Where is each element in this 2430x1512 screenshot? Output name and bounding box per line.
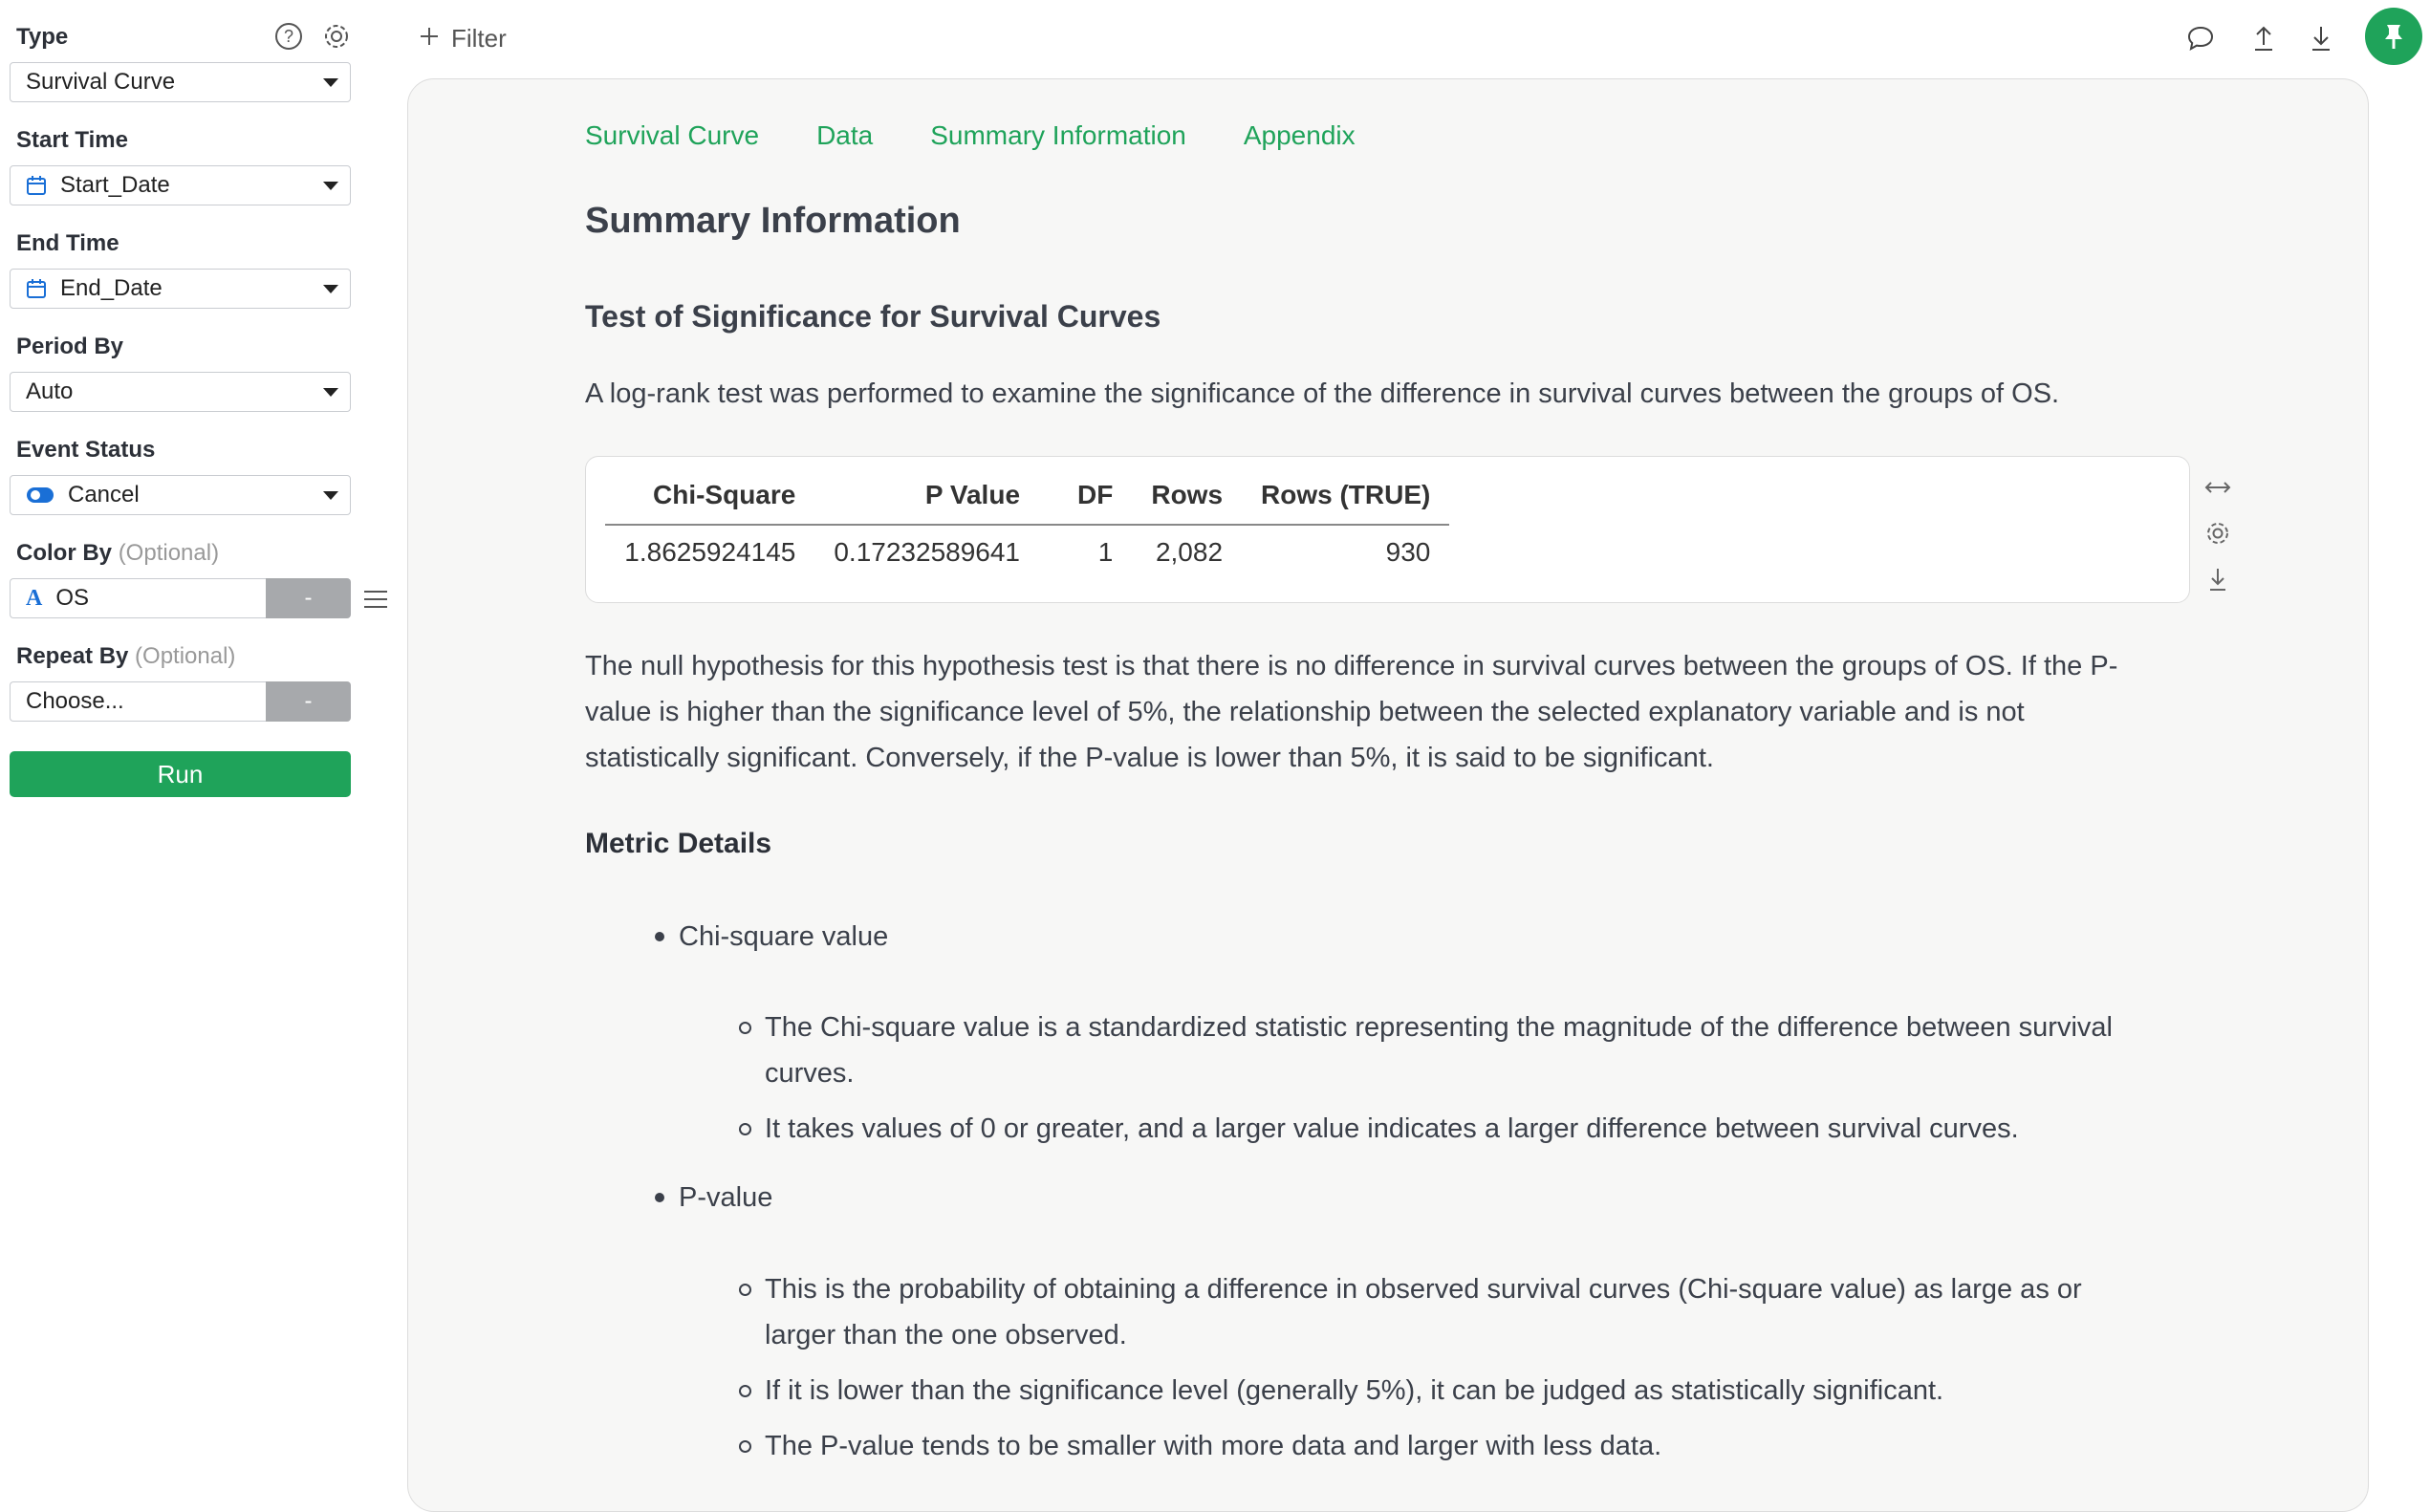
comment-icon[interactable] <box>2183 21 2218 55</box>
type-select-value: Survival Curve <box>26 69 176 95</box>
start-time-select[interactable] <box>10 165 351 205</box>
bullet-circle <box>739 1440 751 1453</box>
run-button[interactable]: Run <box>10 751 351 797</box>
start-time-value: Start_Date <box>60 172 170 198</box>
table-download-icon[interactable] <box>2201 564 2235 594</box>
metric-point: curves. <box>765 1058 855 1089</box>
repeat-by-label <box>16 643 235 670</box>
tab-survival-curve[interactable]: Survival Curve <box>585 120 760 150</box>
table-header-row <box>605 480 1449 525</box>
hypothesis-line: statistically significant. Conversely, if the P-value is lower than 5%, it is said to be significant. <box>585 743 1714 773</box>
text-type-icon: A <box>26 585 43 611</box>
toggle-icon <box>26 486 54 505</box>
table-cell: 1.8625924145 <box>624 537 796 567</box>
event-status-value: Cancel <box>68 482 140 508</box>
repeat-by-clear-button[interactable]: - <box>266 681 351 722</box>
metric-name: P-value <box>679 1182 773 1213</box>
table-cell: 930 <box>1385 537 1431 567</box>
help-icon[interactable] <box>273 21 304 52</box>
report-tabs <box>585 120 1356 151</box>
download-icon[interactable] <box>2304 21 2338 55</box>
chevron-down-icon <box>323 491 338 500</box>
color-by-label-text: Color By <box>16 540 113 566</box>
col-rows: Rows <box>1132 480 1242 525</box>
type-select[interactable] <box>10 62 351 102</box>
expand-width-icon[interactable] <box>2201 472 2235 503</box>
metric-point: The P-value tends to be smaller with more data and larger with less data. <box>765 1431 1662 1461</box>
tab-data[interactable]: Data <box>816 120 874 150</box>
filter-button[interactable] <box>419 19 507 57</box>
table-row <box>605 525 1449 568</box>
results-table <box>605 480 1449 568</box>
table-cell: 1 <box>1097 537 1114 567</box>
metric-point: The Chi-square value is a standardized statistic representing the magnitude of the difference between survival <box>765 1012 2113 1043</box>
start-time-label: Start Time <box>16 127 128 153</box>
hypothesis-line: value is higher than the significance level of 5%, the relationship between the selected explanatory variable and is not <box>585 697 2025 727</box>
upload-icon[interactable] <box>2246 21 2281 55</box>
pin-icon[interactable] <box>2365 8 2422 65</box>
color-by-value: OS <box>55 585 90 611</box>
chevron-down-icon <box>323 182 338 190</box>
bullet-circle <box>739 1022 751 1034</box>
end-time-select[interactable] <box>10 269 351 309</box>
sidebar <box>0 0 382 1470</box>
color-by-optional-text: (Optional) <box>118 540 220 566</box>
col-rows-true: Rows (TRUE) <box>1242 480 1449 525</box>
bullet-circle <box>739 1284 751 1296</box>
chevron-down-icon <box>323 78 338 87</box>
color-by-select[interactable] <box>10 578 266 618</box>
chevron-down-icon <box>323 285 338 293</box>
repeat-by-select[interactable]: Choose... <box>10 681 266 722</box>
chevron-down-icon <box>323 388 338 397</box>
bullet-dot <box>655 932 664 941</box>
menu-icon[interactable] <box>359 585 392 614</box>
tab-summary-information[interactable]: Summary Information <box>930 120 1186 150</box>
table-settings-gear-icon[interactable] <box>2201 518 2235 549</box>
bullet-circle <box>739 1123 751 1135</box>
hypothesis-line: The null hypothesis for this hypothesis test is that there is no difference in survival curves between the groups of OS. If the P- <box>585 651 2118 681</box>
col-chi-square: Chi-Square <box>605 480 814 525</box>
bullet-dot <box>655 1193 664 1202</box>
type-label: Type <box>16 24 69 50</box>
metric-details-title: Metric Details <box>585 828 772 859</box>
period-by-label: Period By <box>16 334 124 359</box>
tab-appendix[interactable]: Appendix <box>1243 120 1356 150</box>
event-status-label: Event Status <box>16 437 156 463</box>
filter-label: Filter <box>451 23 507 53</box>
table-cell: 0.17232589641 <box>834 537 1021 567</box>
metric-point: This is the probability of obtaining a difference in observed survival curves (Chi-square value) as large as or <box>765 1274 2082 1305</box>
end-time-label: End Time <box>16 230 119 256</box>
metric-point: If it is lower than the significance level (generally 5%), it can be judged as statistically significant. <box>765 1375 1944 1406</box>
table-cell: 2,082 <box>1155 537 1224 567</box>
color-by-clear-button[interactable]: - <box>266 578 351 618</box>
col-df: DF <box>1039 480 1132 525</box>
period-by-value: Auto <box>26 378 74 404</box>
results-table-card <box>585 456 2190 603</box>
page-title: Summary Information <box>585 201 961 241</box>
period-by-select[interactable] <box>10 372 351 412</box>
intro-text: A log-rank test was performed to examine the significance of the difference in survival curves between the groups of OS. <box>585 378 2060 409</box>
calendar-icon <box>26 175 47 196</box>
svg-text:?: ? <box>283 27 294 46</box>
calendar-icon <box>26 278 47 299</box>
end-time-value: End_Date <box>60 275 163 301</box>
metric-name: Chi-square value <box>679 921 889 952</box>
plus-icon <box>419 24 440 54</box>
color-by-combo <box>10 578 351 618</box>
bullet-circle <box>739 1385 751 1397</box>
col-p-value: P Value <box>814 480 1039 525</box>
metric-point: It takes values of 0 or greater, and a larger value indicates a larger difference between survival curves. <box>765 1113 2019 1144</box>
repeat-by-optional-text: (Optional) <box>135 643 236 669</box>
repeat-by-label-text: Repeat By <box>16 643 129 669</box>
color-by-label <box>16 540 219 567</box>
repeat-by-combo <box>10 681 351 722</box>
metric-point: larger than the one observed. <box>765 1320 1127 1350</box>
section-title: Test of Significance for Survival Curves <box>585 299 1161 334</box>
event-status-select[interactable] <box>10 475 351 515</box>
settings-gear-icon[interactable] <box>321 21 352 52</box>
